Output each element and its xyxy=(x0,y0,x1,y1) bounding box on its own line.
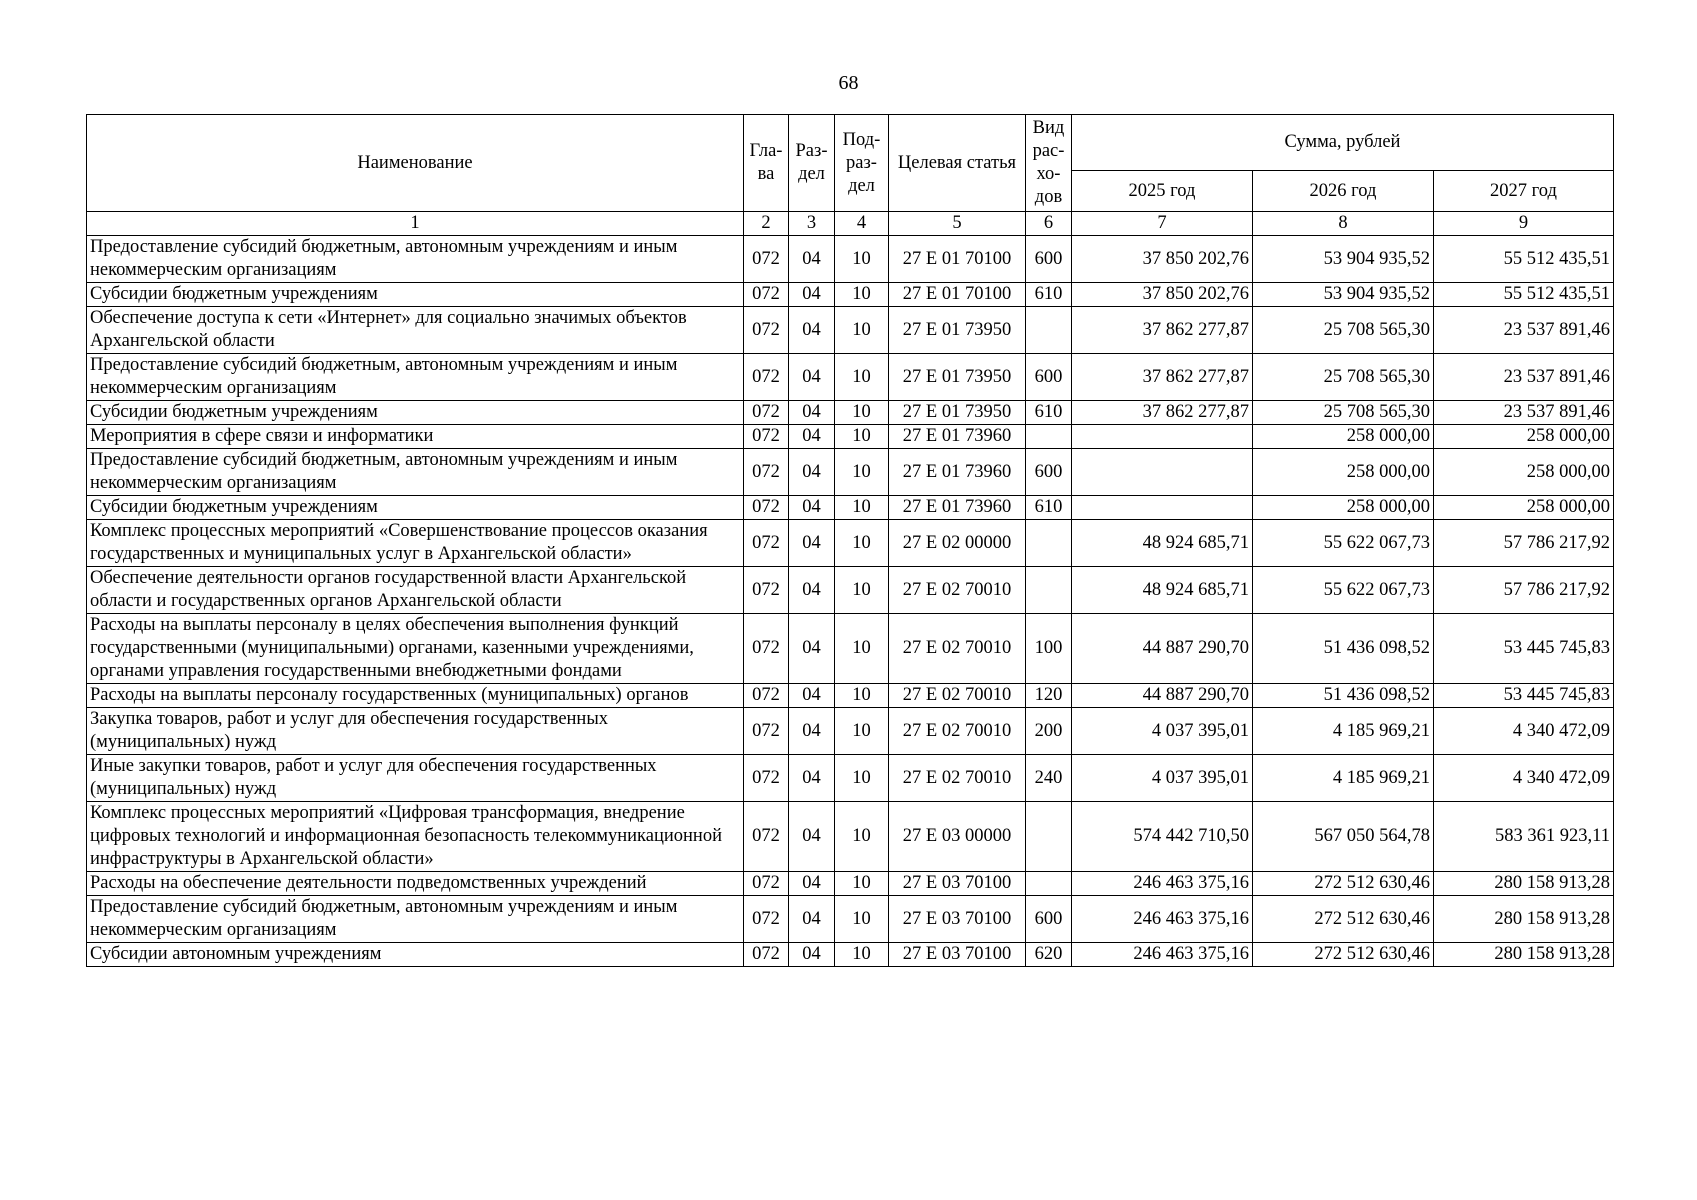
row-name: Мероприятия в сфере связи и информатики xyxy=(87,425,744,449)
header-section: Раз-дел xyxy=(789,115,835,212)
cell-amount-2027: 258 000,00 xyxy=(1434,496,1614,520)
cell-amount-2027: 4 340 472,09 xyxy=(1434,755,1614,802)
table-row xyxy=(87,401,1614,425)
cell-amount-2026: 272 512 630,46 xyxy=(1253,872,1434,896)
row-name: Комплекс процессных мероприятий «Цифровая трансформация, внедрение цифровых технологий и информационная безопасность телекоммуникационной инфраструктуры в Архангельской области» xyxy=(87,802,744,872)
cell-expense-type xyxy=(1026,872,1072,896)
header-year-2026: 2026 год xyxy=(1253,171,1434,212)
cell-subsection: 10 xyxy=(835,449,889,496)
cell-chapter: 072 xyxy=(744,449,789,496)
cell-amount-2027: 23 537 891,46 xyxy=(1434,354,1614,401)
cell-amount-2025: 48 924 685,71 xyxy=(1072,520,1253,567)
column-number: 5 xyxy=(889,212,1026,236)
column-number-row xyxy=(87,212,1614,236)
column-number: 7 xyxy=(1072,212,1253,236)
cell-amount-2027: 57 786 217,92 xyxy=(1434,520,1614,567)
cell-target-article: 27 Е 01 70100 xyxy=(889,283,1026,307)
cell-section: 04 xyxy=(789,567,835,614)
table-row xyxy=(87,708,1614,755)
cell-section: 04 xyxy=(789,449,835,496)
cell-amount-2026: 272 512 630,46 xyxy=(1253,943,1434,967)
row-name: Обеспечение деятельности органов государственной власти Архангельской области и государственных органов Архангельской области xyxy=(87,567,744,614)
cell-section: 04 xyxy=(789,401,835,425)
cell-subsection: 10 xyxy=(835,943,889,967)
column-number: 8 xyxy=(1253,212,1434,236)
row-name: Расходы на выплаты персоналу государственных (муниципальных) органов xyxy=(87,684,744,708)
cell-amount-2027: 4 340 472,09 xyxy=(1434,708,1614,755)
row-name: Субсидии бюджетным учреждениям xyxy=(87,283,744,307)
cell-section: 04 xyxy=(789,684,835,708)
cell-chapter: 072 xyxy=(744,496,789,520)
cell-chapter: 072 xyxy=(744,425,789,449)
cell-section: 04 xyxy=(789,283,835,307)
table-row xyxy=(87,755,1614,802)
cell-expense-type xyxy=(1026,520,1072,567)
cell-section: 04 xyxy=(789,520,835,567)
header-year-2025: 2025 год xyxy=(1072,171,1253,212)
cell-target-article: 27 Е 03 70100 xyxy=(889,872,1026,896)
table-row xyxy=(87,425,1614,449)
cell-amount-2025: 37 862 277,87 xyxy=(1072,401,1253,425)
cell-amount-2027: 258 000,00 xyxy=(1434,425,1614,449)
cell-amount-2027: 583 361 923,11 xyxy=(1434,802,1614,872)
table-row xyxy=(87,283,1614,307)
cell-amount-2027: 280 158 913,28 xyxy=(1434,896,1614,943)
cell-amount-2025: 37 862 277,87 xyxy=(1072,354,1253,401)
cell-chapter: 072 xyxy=(744,755,789,802)
cell-chapter: 072 xyxy=(744,802,789,872)
cell-target-article: 27 Е 02 70010 xyxy=(889,755,1026,802)
cell-amount-2027: 280 158 913,28 xyxy=(1434,943,1614,967)
cell-amount-2026: 51 436 098,52 xyxy=(1253,614,1434,684)
cell-subsection: 10 xyxy=(835,614,889,684)
cell-subsection: 10 xyxy=(835,307,889,354)
cell-expense-type xyxy=(1026,425,1072,449)
header-expense-type: Вид рас-хо-дов xyxy=(1026,115,1072,212)
cell-amount-2026: 258 000,00 xyxy=(1253,496,1434,520)
cell-amount-2026: 25 708 565,30 xyxy=(1253,307,1434,354)
cell-expense-type: 600 xyxy=(1026,354,1072,401)
cell-amount-2025: 4 037 395,01 xyxy=(1072,708,1253,755)
cell-amount-2027: 55 512 435,51 xyxy=(1434,236,1614,283)
cell-chapter: 072 xyxy=(744,614,789,684)
cell-target-article: 27 Е 01 73960 xyxy=(889,425,1026,449)
cell-chapter: 072 xyxy=(744,354,789,401)
cell-amount-2025: 246 463 375,16 xyxy=(1072,896,1253,943)
row-name: Предоставление субсидий бюджетным, автономным учреждениям и иным некоммерческим организациям xyxy=(87,449,744,496)
cell-chapter: 072 xyxy=(744,684,789,708)
cell-chapter: 072 xyxy=(744,520,789,567)
cell-amount-2025: 246 463 375,16 xyxy=(1072,943,1253,967)
cell-section: 04 xyxy=(789,236,835,283)
cell-amount-2025: 574 442 710,50 xyxy=(1072,802,1253,872)
cell-subsection: 10 xyxy=(835,802,889,872)
cell-section: 04 xyxy=(789,896,835,943)
cell-target-article: 27 Е 01 70100 xyxy=(889,236,1026,283)
cell-target-article: 27 Е 03 70100 xyxy=(889,896,1026,943)
column-number: 1 xyxy=(87,212,744,236)
cell-amount-2025: 44 887 290,70 xyxy=(1072,684,1253,708)
cell-target-article: 27 Е 02 70010 xyxy=(889,708,1026,755)
cell-expense-type: 600 xyxy=(1026,449,1072,496)
cell-subsection: 10 xyxy=(835,496,889,520)
cell-target-article: 27 Е 02 70010 xyxy=(889,567,1026,614)
table-row xyxy=(87,802,1614,872)
row-name: Комплекс процессных мероприятий «Совершенствование процессов оказания государственных и муниципальных услуг в Архангельской области» xyxy=(87,520,744,567)
cell-section: 04 xyxy=(789,425,835,449)
cell-chapter: 072 xyxy=(744,872,789,896)
page-number: 68 xyxy=(838,72,859,94)
cell-subsection: 10 xyxy=(835,236,889,283)
table-row xyxy=(87,567,1614,614)
cell-chapter: 072 xyxy=(744,307,789,354)
cell-subsection: 10 xyxy=(835,872,889,896)
table-row xyxy=(87,520,1614,567)
column-number: 3 xyxy=(789,212,835,236)
cell-section: 04 xyxy=(789,943,835,967)
column-number: 9 xyxy=(1434,212,1614,236)
header-name: Наименование xyxy=(87,115,744,212)
cell-amount-2027: 258 000,00 xyxy=(1434,449,1614,496)
row-name: Предоставление субсидий бюджетным, автономным учреждениям и иным некоммерческим организациям xyxy=(87,236,744,283)
cell-target-article: 27 Е 01 73950 xyxy=(889,401,1026,425)
cell-chapter: 072 xyxy=(744,896,789,943)
cell-expense-type: 120 xyxy=(1026,684,1072,708)
cell-expense-type: 600 xyxy=(1026,236,1072,283)
cell-target-article: 27 Е 03 00000 xyxy=(889,802,1026,872)
cell-subsection: 10 xyxy=(835,896,889,943)
row-name: Иные закупки товаров, работ и услуг для обеспечения государственных (муниципальных) нужд xyxy=(87,755,744,802)
cell-chapter: 072 xyxy=(744,401,789,425)
cell-amount-2025 xyxy=(1072,496,1253,520)
cell-amount-2026: 258 000,00 xyxy=(1253,425,1434,449)
cell-subsection: 10 xyxy=(835,401,889,425)
column-number: 6 xyxy=(1026,212,1072,236)
cell-amount-2027: 57 786 217,92 xyxy=(1434,567,1614,614)
row-name: Расходы на обеспечение деятельности подведомственных учреждений xyxy=(87,872,744,896)
cell-chapter: 072 xyxy=(744,567,789,614)
header-target: Целевая статья xyxy=(889,115,1026,212)
row-name: Предоставление субсидий бюджетным, автономным учреждениям и иным некоммерческим организациям xyxy=(87,896,744,943)
table-row xyxy=(87,943,1614,967)
table-row xyxy=(87,496,1614,520)
cell-chapter: 072 xyxy=(744,943,789,967)
table-row xyxy=(87,684,1614,708)
cell-section: 04 xyxy=(789,354,835,401)
cell-amount-2026: 4 185 969,21 xyxy=(1253,755,1434,802)
cell-chapter: 072 xyxy=(744,236,789,283)
cell-amount-2026: 25 708 565,30 xyxy=(1253,354,1434,401)
cell-chapter: 072 xyxy=(744,283,789,307)
cell-amount-2025: 37 850 202,76 xyxy=(1072,236,1253,283)
header-year-2027: 2027 год xyxy=(1434,171,1614,212)
cell-amount-2026: 53 904 935,52 xyxy=(1253,283,1434,307)
cell-amount-2025: 4 037 395,01 xyxy=(1072,755,1253,802)
cell-amount-2026: 258 000,00 xyxy=(1253,449,1434,496)
cell-expense-type: 610 xyxy=(1026,283,1072,307)
cell-expense-type: 240 xyxy=(1026,755,1072,802)
cell-amount-2025: 37 862 277,87 xyxy=(1072,307,1253,354)
cell-expense-type: 610 xyxy=(1026,401,1072,425)
cell-expense-type xyxy=(1026,802,1072,872)
table-body xyxy=(87,236,1614,967)
table-row xyxy=(87,896,1614,943)
cell-section: 04 xyxy=(789,496,835,520)
table-row xyxy=(87,307,1614,354)
cell-chapter: 072 xyxy=(744,708,789,755)
cell-amount-2025: 37 850 202,76 xyxy=(1072,283,1253,307)
cell-section: 04 xyxy=(789,708,835,755)
cell-amount-2026: 567 050 564,78 xyxy=(1253,802,1434,872)
cell-expense-type xyxy=(1026,307,1072,354)
cell-amount-2025: 246 463 375,16 xyxy=(1072,872,1253,896)
cell-amount-2026: 55 622 067,73 xyxy=(1253,520,1434,567)
cell-target-article: 27 Е 01 73950 xyxy=(889,354,1026,401)
cell-subsection: 10 xyxy=(835,755,889,802)
cell-section: 04 xyxy=(789,614,835,684)
row-name: Расходы на выплаты персоналу в целях обеспечения выполнения функций государственными (муниципальными) органами, казенными учреждениями, органами управления государственными внебюджетными фондами xyxy=(87,614,744,684)
cell-amount-2026: 53 904 935,52 xyxy=(1253,236,1434,283)
cell-amount-2026: 55 622 067,73 xyxy=(1253,567,1434,614)
table-row xyxy=(87,614,1614,684)
cell-subsection: 10 xyxy=(835,520,889,567)
table-row xyxy=(87,449,1614,496)
cell-amount-2027: 280 158 913,28 xyxy=(1434,872,1614,896)
column-number: 4 xyxy=(835,212,889,236)
row-name: Закупка товаров, работ и услуг для обеспечения государственных (муниципальных) нужд xyxy=(87,708,744,755)
cell-amount-2025: 48 924 685,71 xyxy=(1072,567,1253,614)
cell-section: 04 xyxy=(789,307,835,354)
cell-subsection: 10 xyxy=(835,354,889,401)
cell-amount-2027: 23 537 891,46 xyxy=(1434,307,1614,354)
cell-expense-type: 100 xyxy=(1026,614,1072,684)
cell-amount-2025: 44 887 290,70 xyxy=(1072,614,1253,684)
cell-subsection: 10 xyxy=(835,567,889,614)
cell-target-article: 27 Е 02 70010 xyxy=(889,684,1026,708)
cell-amount-2027: 53 445 745,83 xyxy=(1434,684,1614,708)
table-row xyxy=(87,872,1614,896)
header-subsection: Под-раз-дел xyxy=(835,115,889,212)
cell-target-article: 27 Е 01 73960 xyxy=(889,449,1026,496)
cell-amount-2026: 272 512 630,46 xyxy=(1253,896,1434,943)
cell-section: 04 xyxy=(789,802,835,872)
cell-amount-2027: 23 537 891,46 xyxy=(1434,401,1614,425)
cell-expense-type: 620 xyxy=(1026,943,1072,967)
cell-expense-type: 200 xyxy=(1026,708,1072,755)
cell-subsection: 10 xyxy=(835,283,889,307)
cell-amount-2026: 4 185 969,21 xyxy=(1253,708,1434,755)
cell-target-article: 27 Е 03 70100 xyxy=(889,943,1026,967)
row-name: Обеспечение доступа к сети «Интернет» для социально значимых объектов Архангельской области xyxy=(87,307,744,354)
cell-amount-2027: 53 445 745,83 xyxy=(1434,614,1614,684)
cell-amount-2025 xyxy=(1072,449,1253,496)
column-number: 2 xyxy=(744,212,789,236)
cell-expense-type: 610 xyxy=(1026,496,1072,520)
cell-amount-2026: 25 708 565,30 xyxy=(1253,401,1434,425)
row-name: Субсидии бюджетным учреждениям xyxy=(87,401,744,425)
cell-subsection: 10 xyxy=(835,425,889,449)
cell-amount-2026: 51 436 098,52 xyxy=(1253,684,1434,708)
cell-target-article: 27 Е 02 00000 xyxy=(889,520,1026,567)
header-chapter: Гла-ва xyxy=(744,115,789,212)
cell-subsection: 10 xyxy=(835,684,889,708)
header-sum: Сумма, рублей xyxy=(1072,115,1614,171)
cell-amount-2025 xyxy=(1072,425,1253,449)
cell-expense-type xyxy=(1026,567,1072,614)
row-name: Субсидии бюджетным учреждениям xyxy=(87,496,744,520)
row-name: Субсидии автономным учреждениям xyxy=(87,943,744,967)
cell-target-article: 27 Е 02 70010 xyxy=(889,614,1026,684)
budget-table xyxy=(86,114,1614,967)
row-name: Предоставление субсидий бюджетным, автономным учреждениям и иным некоммерческим организациям xyxy=(87,354,744,401)
cell-amount-2027: 55 512 435,51 xyxy=(1434,283,1614,307)
table-row xyxy=(87,236,1614,283)
table-row xyxy=(87,354,1614,401)
cell-target-article: 27 Е 01 73950 xyxy=(889,307,1026,354)
cell-target-article: 27 Е 01 73960 xyxy=(889,496,1026,520)
cell-section: 04 xyxy=(789,755,835,802)
cell-subsection: 10 xyxy=(835,708,889,755)
cell-section: 04 xyxy=(789,872,835,896)
cell-expense-type: 600 xyxy=(1026,896,1072,943)
